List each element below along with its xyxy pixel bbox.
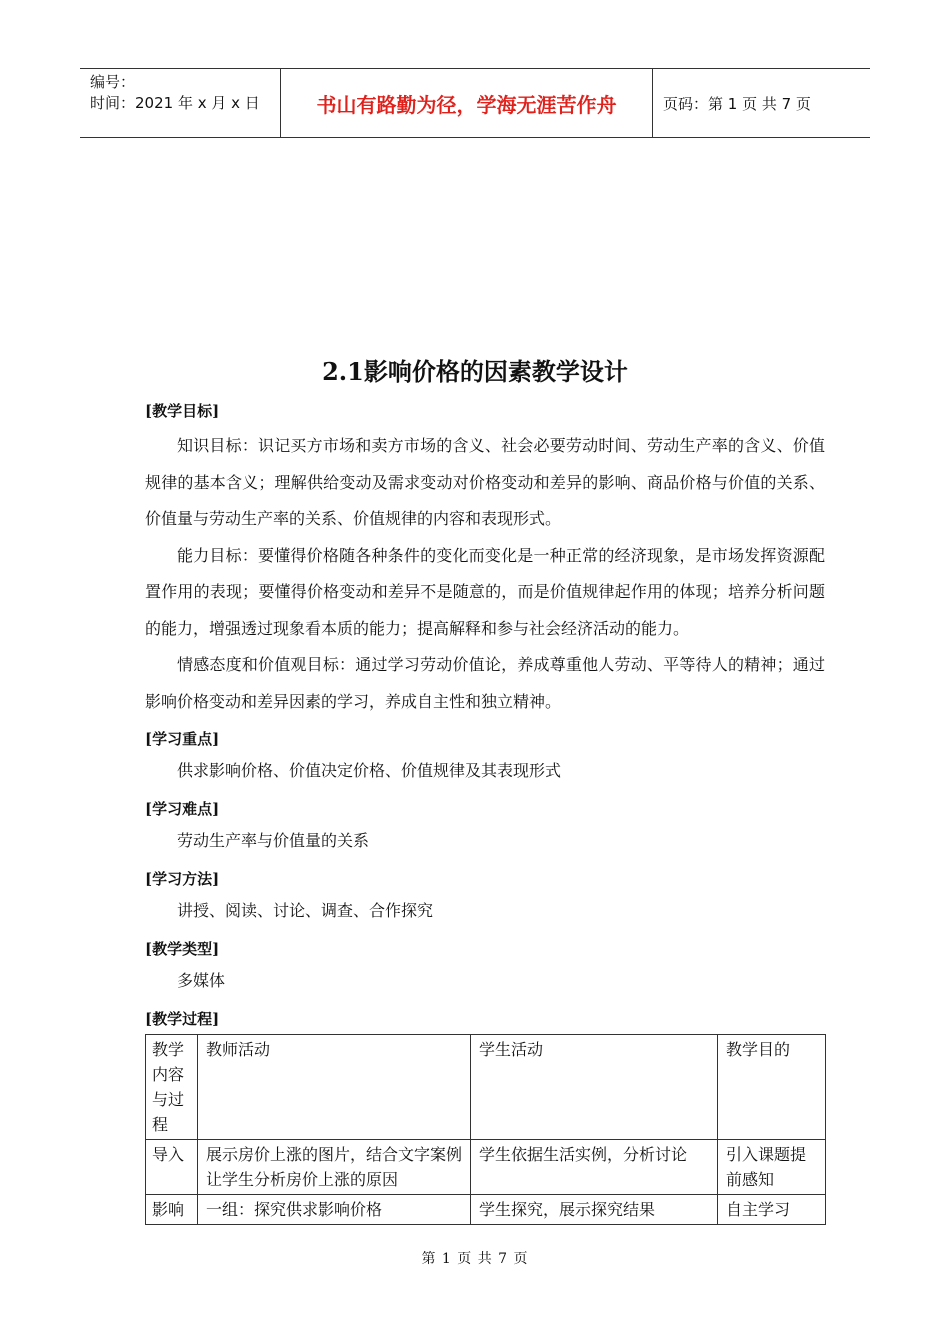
table-cell: 影响 [146,1195,198,1225]
table-header-cell: 学生活动 [471,1035,718,1140]
header-meta [80,69,281,137]
table-cell: 自主学习 [718,1195,826,1225]
table-header-cell: 教学内容与过程 [146,1035,198,1140]
document-time-label: 时间：2021 年 x 月 x 日 [90,94,260,112]
table-cell: 引入课题提前感知 [718,1140,826,1195]
table-header-cell: 教学目的 [718,1035,826,1140]
goal-knowledge-paragraph: 知识目标：识记买方市场和卖方市场的含义、社会必要劳动时间、劳动生产率的含义、价值规律的基本含义；理解供给变动及需求变动对价格变动和差异的影响、商品价格与价值的关系、价值量与劳动生产率的关系、价值规律的内容和表现形式。 [145,436,825,528]
table-header-row [146,1035,826,1140]
header-page-info: 页码：第 1 页 共 7 页 [663,94,811,113]
table-row [146,1195,826,1225]
focus-heading: [学习重点] [145,730,220,748]
difficulty-text: 劳动生产率与价值量的关系 [177,831,370,850]
table-header-cell: 教师活动 [198,1035,471,1140]
header-motto: 书山有路勤为径，学海无涯苦作舟 [281,69,653,137]
table-cell: 导入 [146,1140,198,1195]
table-row [146,1140,826,1195]
process-heading: [教学过程] [145,1010,220,1028]
method-text: 讲授、阅读、讨论、调查、合作探究 [177,901,434,920]
table-cell: 学生探究，展示探究结果 [471,1195,718,1225]
difficulty-heading: [学习难点] [145,800,220,818]
table-cell: 一组：探究供求影响价格 [198,1195,471,1225]
process-table [145,1034,826,1225]
page-header [80,68,870,138]
goal-emotion-paragraph: 情感态度和价值观目标：通过学习劳动价值论，养成尊重他人劳动、平等待人的精神；通过影响价格变动和差异因素的学习，养成自主性和独立精神。 [145,655,825,711]
table-cell: 学生依据生活实例，分析讨论 [471,1140,718,1195]
document-title: 2.1影响价格的因素教学设计 [322,357,628,386]
focus-text: 供求影响价格、价值决定价格、价值规律及其表现形式 [177,761,562,780]
table-cell: 展示房价上涨的图片，结合文字案例让学生分析房价上涨的原因 [198,1140,471,1195]
type-heading: [教学类型] [145,940,220,958]
document-body [145,398,825,1032]
page-footer: 第 1 页 共 7 页 [421,1251,529,1267]
goals-heading: [教学目标] [145,402,220,420]
method-heading: [学习方法] [145,870,220,888]
document-number-label: 编号： [90,73,136,91]
type-text: 多媒体 [177,971,226,990]
goal-ability-paragraph: 能力目标：要懂得价格随各种条件的变化而变化是一种正常的经济现象，是市场发挥资源配置作用的表现；要懂得价格变动和差异不是随意的，而是价值规律起作用的体现；培养分析问题的能力，增强透过现象看本质的能力；提高解释和参与社会经济活动的能力。 [145,545,825,638]
